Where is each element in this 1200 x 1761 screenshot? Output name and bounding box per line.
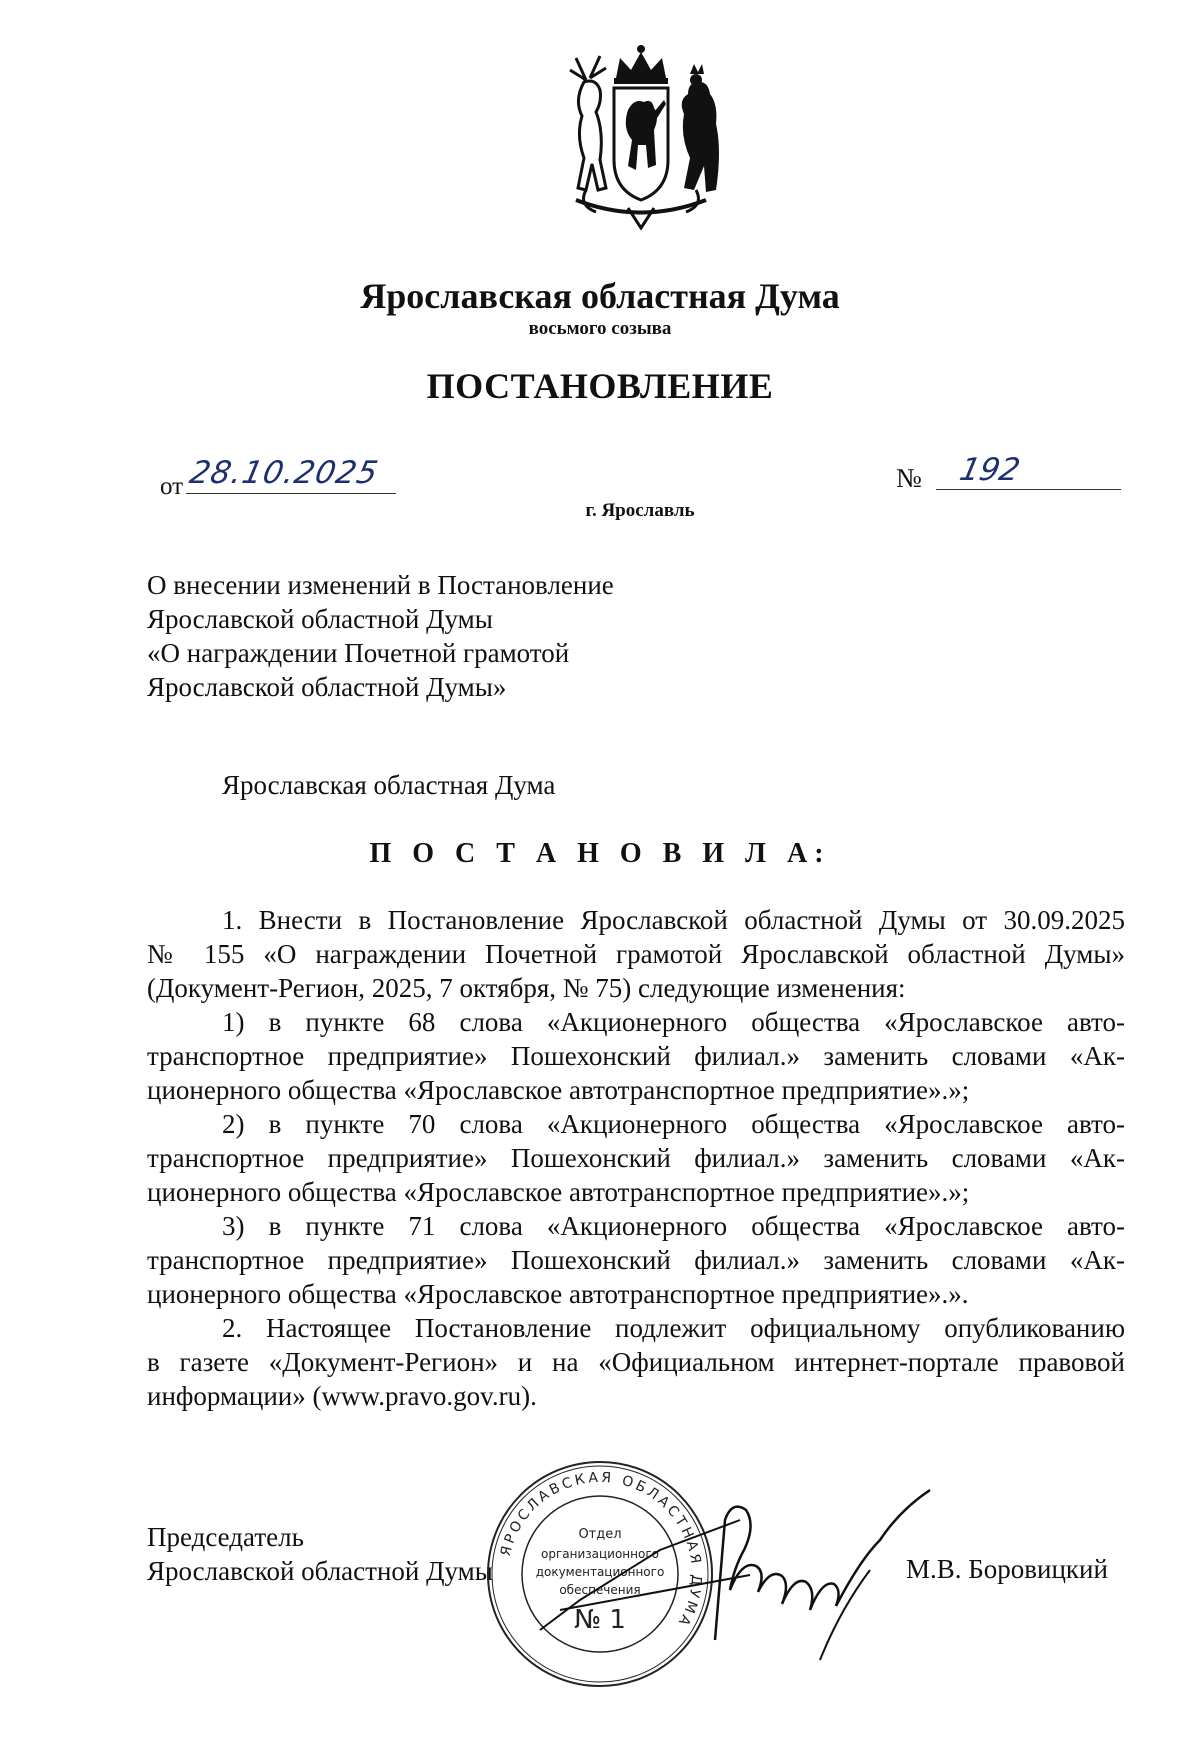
stamp-line: обеспечения [559, 1583, 641, 1597]
body-line: транспортное предприятие» Пошехонский филиал.» заменить словами «Ак- [147, 1143, 1125, 1173]
document-date: 28.10.2025 [186, 455, 404, 494]
body-line: ционерного общества «Ярославское автотранспортное предприятие».». [147, 1279, 969, 1309]
body-line: 1) в пункте 68 слова «Акционерного общества «Ярославское авто- [222, 1007, 1125, 1037]
body-line: 2. Настоящее Постановление подлежит официальному опубликованию [222, 1313, 1125, 1343]
body-line: в газете «Документ-Регион» и на «Официальном интернет-портале правовой [147, 1347, 1125, 1377]
body-line: № 155 «О награждении Почетной грамотой Ярославской областной Думы» [147, 939, 1125, 969]
number-prefix: № [896, 463, 922, 493]
stamp-number: № 1 [574, 1605, 626, 1635]
document-type-title: ПОСТАНОВЛЕНИЕ [426, 366, 774, 406]
resolved-heading: П О С Т А Н О В И Л А: [369, 838, 831, 869]
body-line: (Документ-Регион, 2025, 7 октября, № 75) следующие изменения: [147, 973, 906, 1003]
stamp-line: документационного [535, 1565, 665, 1579]
body-line: ционерного общества «Ярославское автотранспортное предприятие».»; [147, 1177, 970, 1207]
body-line: 3) в пункте 71 слова «Акционерного общества «Ярославское авто- [222, 1211, 1125, 1241]
stamp-ring-text: ЯРОСЛАВСКАЯ ОБЛАСТНАЯ ДУМА [497, 1469, 705, 1631]
handwritten-signature [520, 1480, 960, 1670]
title-line: Ярославской областной Думы [147, 604, 493, 634]
document-body [147, 903, 1125, 1413]
signatory-name: М.В. Боровицкий [906, 1554, 1108, 1584]
stamp-line: Отдел [578, 1527, 622, 1542]
signatory-title-line: Председатель [147, 1522, 304, 1552]
signatory-title [147, 1520, 493, 1588]
body-line: транспортное предприятие» Пошехонский филиал.» заменить словами «Ак- [147, 1041, 1125, 1071]
title-line: Ярославской областной Думы» [147, 672, 507, 702]
document-number: 192 [936, 452, 1129, 490]
coat-of-arms-icon [556, 40, 726, 230]
body-line: ционерного общества «Ярославское автотранспортное предприятие».»; [147, 1075, 970, 1105]
organization-name: Ярославская областная Дума [360, 276, 840, 316]
signatory-title-line: Ярославской областной Думы [147, 1556, 493, 1586]
body-line: 1. Внести в Постановление Ярославской областной Думы от 30.09.2025 [222, 905, 1125, 935]
convocation-label: восьмого созыва [528, 318, 672, 339]
title-line: О внесении изменений в Постановление [147, 570, 614, 600]
date-prefix: от [160, 473, 184, 500]
title-line: «О награждении Почетной грамотой [147, 638, 570, 668]
preamble-text: Ярославская областная Дума [222, 770, 556, 800]
body-line: информации» (www.pravo.gov.ru). [147, 1381, 537, 1411]
city-label: г. Ярославль [585, 500, 695, 521]
document-title-block [147, 568, 614, 704]
stamp-line: организационного [541, 1547, 659, 1561]
body-line: 2) в пункте 70 слова «Акционерного общества «Ярославское авто- [222, 1109, 1125, 1139]
body-line: транспортное предприятие» Пошехонский филиал.» заменить словами «Ак- [147, 1245, 1125, 1275]
